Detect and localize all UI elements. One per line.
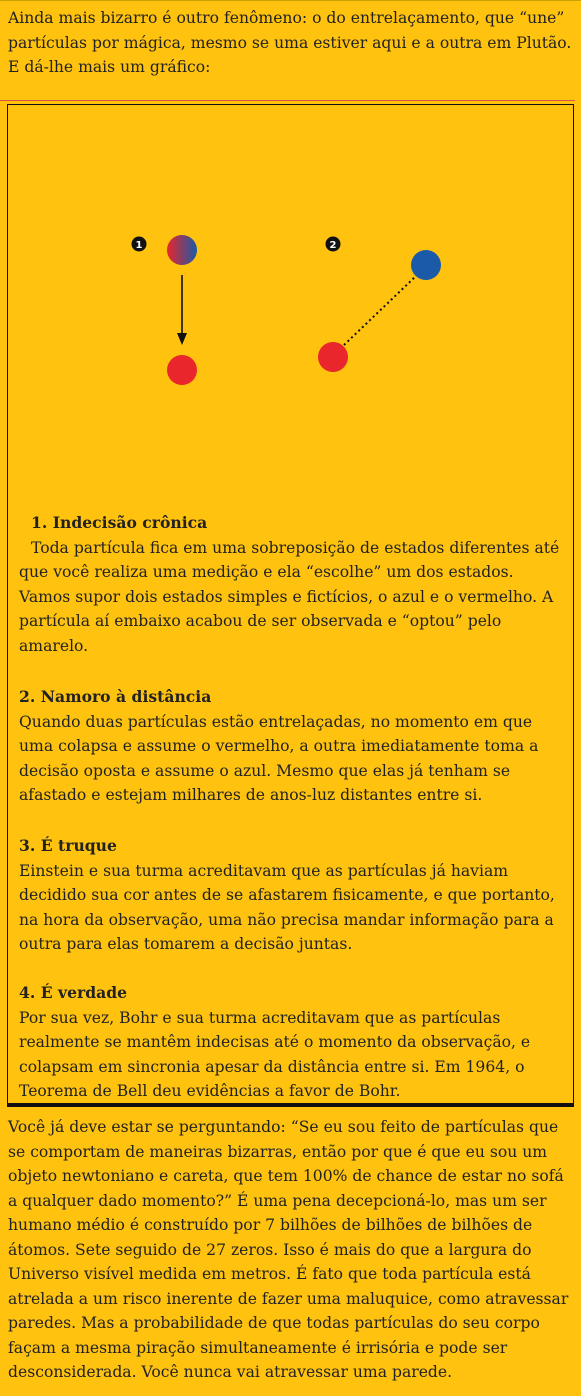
section-2-title: 2. Namoro à distância [19, 687, 212, 706]
entangled-red-particle [318, 342, 348, 372]
section-3-text: Einstein e sua turma acreditavam que as partículas já haviam decidido sua cor antes de se afastarem fisicamente, e que portanto, na hora da observação, uma não precisa mandar informação para a outra para elas tomarem a decisão juntas. [19, 861, 555, 953]
step-2-badge-label: 2 [329, 240, 337, 251]
top-rule [0, 0, 581, 1]
entanglement-figure [7, 104, 574, 1107]
section-namoro [19, 685, 564, 808]
superposition-particle [167, 235, 197, 265]
outro-paragraph: Você já deve estar se perguntando: “Se eu sou feito de partículas que se comportam de maneiras bizarras, então por que é que eu sou um objeto newtoniano e careta, que tem 100% de chance de estar no sofá a qualquer dado momento?” É uma pena decepcioná-lo, mas um ser humano médio é construído por 7 bilhões de bilhões de bilhões de átomos. Sete seguido de 27 zeros. Isso é mais do que a largura do Universo visível medida em metros. É fato que toda partícula está atrelada a um risco inerente de fazer uma maluquice, como atravessar paredes. Mas a probabilidade de que todas partículas do seu corpo façam a mesma piração simultaneamente é irrisória e pode ser desconsiderada. Você nunca vai atravessar uma parede. [8, 1118, 569, 1381]
collapse-arrow [177, 275, 187, 345]
entanglement-diagram [8, 105, 573, 505]
step-1-badge-label: 1 [135, 240, 143, 251]
section-4-title: 4. É verdade [19, 983, 128, 1002]
collapsed-red-particle [167, 355, 197, 385]
section-divider [0, 100, 575, 101]
section-verdade [19, 981, 564, 1104]
section-3-title: 3. É truque [19, 836, 117, 855]
entangled-blue-particle [411, 250, 441, 280]
section-1-title: 1. Indecisão crônica [31, 513, 208, 532]
intro-paragraph: Ainda mais bizarro é outro fenômeno: o do entrelaçamento, que “une” partículas por mágica, mesmo se uma estiver aqui e a outra em Plutão. E dá-lhe mais um gráfico: [8, 9, 572, 76]
section-truque [19, 834, 564, 957]
section-1-text: Toda partícula fica em uma sobreposição de estados diferentes até que você realiza uma medição e ela “escolhe” um dos estados. Vamos supor dois estados simples e fictícios, o azul e o vermelho. A partícula aí embaixo acabou de ser observada e “optou” pelo amarelo. [19, 538, 560, 655]
entanglement-link [344, 276, 416, 345]
step-1-badge [132, 237, 147, 252]
section-indecisao [19, 511, 564, 658]
step-2-badge [326, 237, 341, 252]
section-4-text: Por sua vez, Bohr e sua turma acreditavam que as partículas realmente se mantêm indecisas até o momento da observação, e colapsam em sincronia apesar da distância entre si. Em 1964, o Teorema de Bell deu evidências a favor de Bohr. [19, 1008, 531, 1100]
section-2-text: Quando duas partículas estão entrelaçadas, no momento em que uma colapsa e assume o vermelho, a outra imediatamente toma a decisão oposta e assume o azul. Mesmo que elas já tenham se afastado e estejam milhares de anos-luz distantes entre si. [19, 712, 539, 804]
